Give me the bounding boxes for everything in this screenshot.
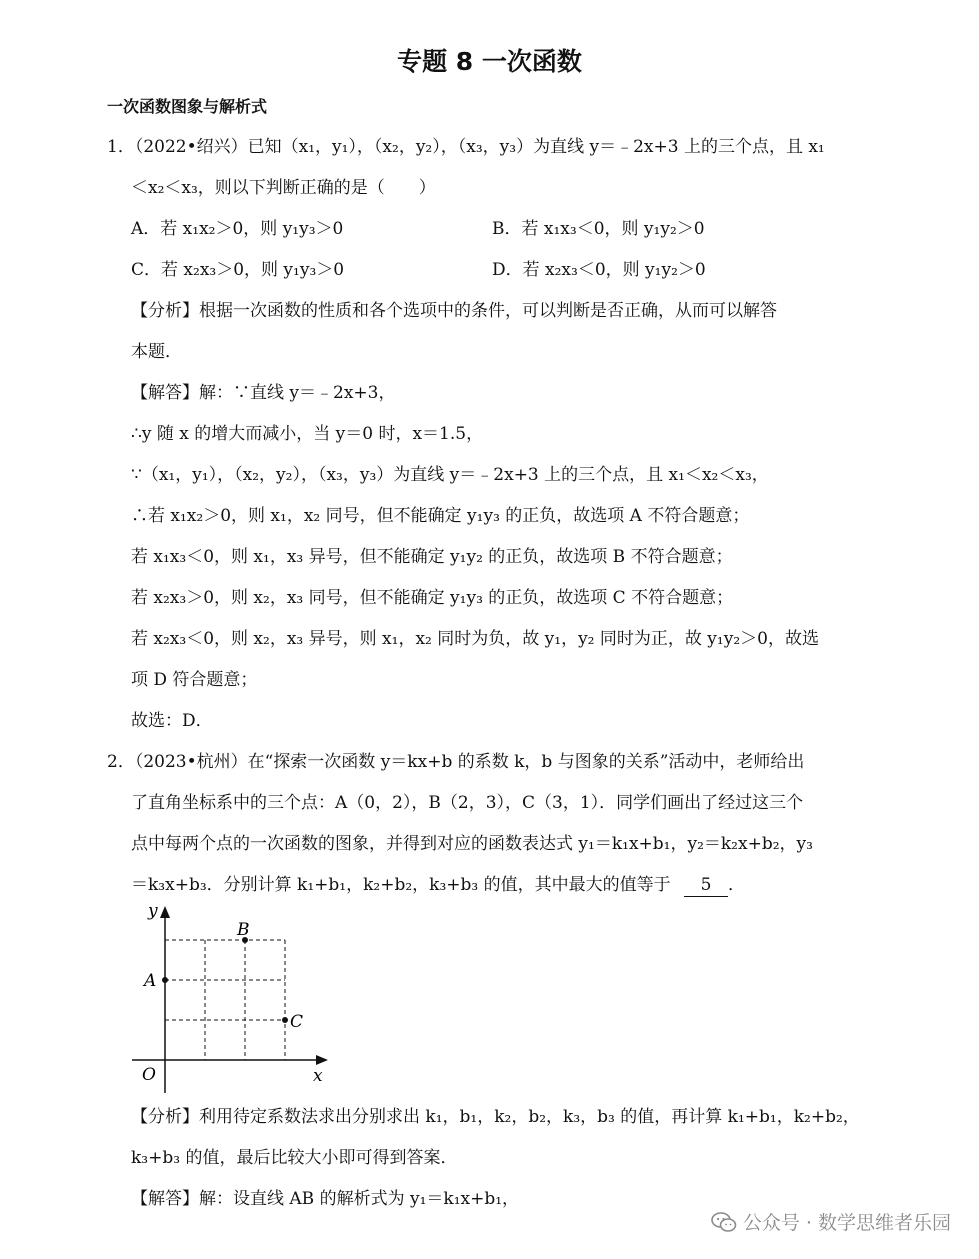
- grid-lines: [165, 940, 285, 1060]
- y-axis-arrow: [160, 906, 170, 918]
- page-title: 专题 8 一次函数: [397, 47, 582, 76]
- watermark-text: 公众号 · 数学思维者乐园: [742, 1212, 951, 1234]
- answer-blank: 5: [684, 874, 728, 897]
- q1-solution-line6: 若 x₂x₃＞0，则 x₂，x₃ 同号，但不能确定 y₁y₃ 的正负，故选项 C 不符合题意；: [131, 588, 734, 608]
- x-axis-label: x: [313, 1066, 323, 1086]
- origin-label: O: [142, 1065, 156, 1085]
- q1-analysis-line1: 【分析】根据一次函数的性质和各个选项中的条件，可以判断是否正确，从而可以解答: [131, 301, 777, 321]
- q2-stem-line1: 2．（2023•杭州）在“探索一次函数 y＝kx+b 的系数 k，b 与图象的关系”活动中，老师给出: [107, 752, 805, 772]
- x-axis-arrow: [316, 1055, 328, 1065]
- q1-stem-line2: ＜x₂＜x₃，则以下判断正确的是（ ）: [131, 178, 436, 198]
- q1-option-b: B．若 x₁x₃＜0，则 y₁y₂＞0: [492, 219, 705, 239]
- q1-option-a: A．若 x₁x₂＞0，则 y₁y₃＞0: [131, 219, 344, 239]
- q1-option-c: C．若 x₂x₃＞0，则 y₁y₃＞0: [131, 260, 345, 280]
- q2-stem-line2: 了直角坐标系中的三个点：A（0，2），B（2，3），C（3，1）．同学们画出了经过这三个: [131, 793, 804, 813]
- coordinate-figure: [120, 898, 340, 1098]
- q2-stem-line4-text: ＝k₃x+b₃．分别计算 k₁+b₁，k₂+b₂，k₃+b₃ 的值，其中最大的值等于: [131, 875, 671, 895]
- q1-option-d: D．若 x₂x₃＜0，则 y₁y₂＞0: [492, 260, 706, 280]
- wechat-icon: [711, 1211, 737, 1233]
- q1-solution-line8: 项 D 符合题意；: [131, 670, 258, 690]
- q1-solution-line3: ∵（x₁，y₁），（x₂，y₂），（x₃，y₃）为直线 y＝﹣2x+3 上的三个点，且 x₁＜x₂＜x₃，: [131, 465, 769, 485]
- q1-solution-line1: 【解答】解：∵直线 y＝﹣2x+3，: [131, 383, 396, 403]
- q2-solution-line1: 【解答】解：设直线 AB 的解析式为 y₁＝k₁x+b₁，: [131, 1189, 520, 1209]
- q1-solution-line7: 若 x₂x₃＜0，则 x₂，x₃ 异号，则 x₁，x₂ 同时为负，故 y₁，y₂ 同时为正，故 y₁y₂＞0，故选: [131, 629, 819, 649]
- q2-stem-line4: [131, 874, 745, 897]
- y-axis-label: y: [148, 901, 158, 921]
- point-a-label: A: [144, 971, 157, 991]
- q1-stem-line1: 1．（2022•绍兴）已知（x₁，y₁），（x₂，y₂），（x₃，y₃）为直线 y＝﹣2x+3 上的三个点，且 x₁: [107, 137, 825, 157]
- point-a: [162, 977, 168, 983]
- answer-end: ．: [728, 875, 746, 895]
- q2-stem-line3: 点中每两个点的一次函数的图象，并得到对应的函数表达式 y₁＝k₁x+b₁，y₂＝k₂x+b₂，y₃: [131, 834, 813, 854]
- q1-solution-line4: ∴若 x₁x₂＞0，则 x₁，x₂ 同号，但不能确定 y₁y₃ 的正负，故选项 A 不符合题意；: [131, 506, 750, 526]
- point-c: [282, 1017, 288, 1023]
- section-heading: 一次函数图象与解析式: [107, 97, 268, 116]
- watermark: [711, 1208, 951, 1235]
- q1-analysis-line2: 本题．: [131, 342, 182, 362]
- point-b-label: B: [237, 920, 250, 940]
- point-c-label: C: [290, 1012, 304, 1032]
- q1-solution-line2: ∴y 随 x 的增大而减小，当 y＝0 时，x＝1.5，: [131, 424, 484, 444]
- q2-analysis-line2: k₃+b₃ 的值，最后比较大小即可得到答案．: [131, 1148, 458, 1168]
- q1-solution-line5: 若 x₁x₃＜0，则 x₁，x₃ 异号，但不能确定 y₁y₂ 的正负，故选项 B 不符合题意；: [131, 547, 733, 567]
- q2-analysis-line1: 【分析】利用待定系数法求出分别求出 k₁，b₁，k₂，b₂，k₃，b₃ 的值，再计算 k₁+b₁，k₂+b₂，: [131, 1107, 860, 1127]
- q1-final-answer: 故选：D．: [131, 711, 213, 731]
